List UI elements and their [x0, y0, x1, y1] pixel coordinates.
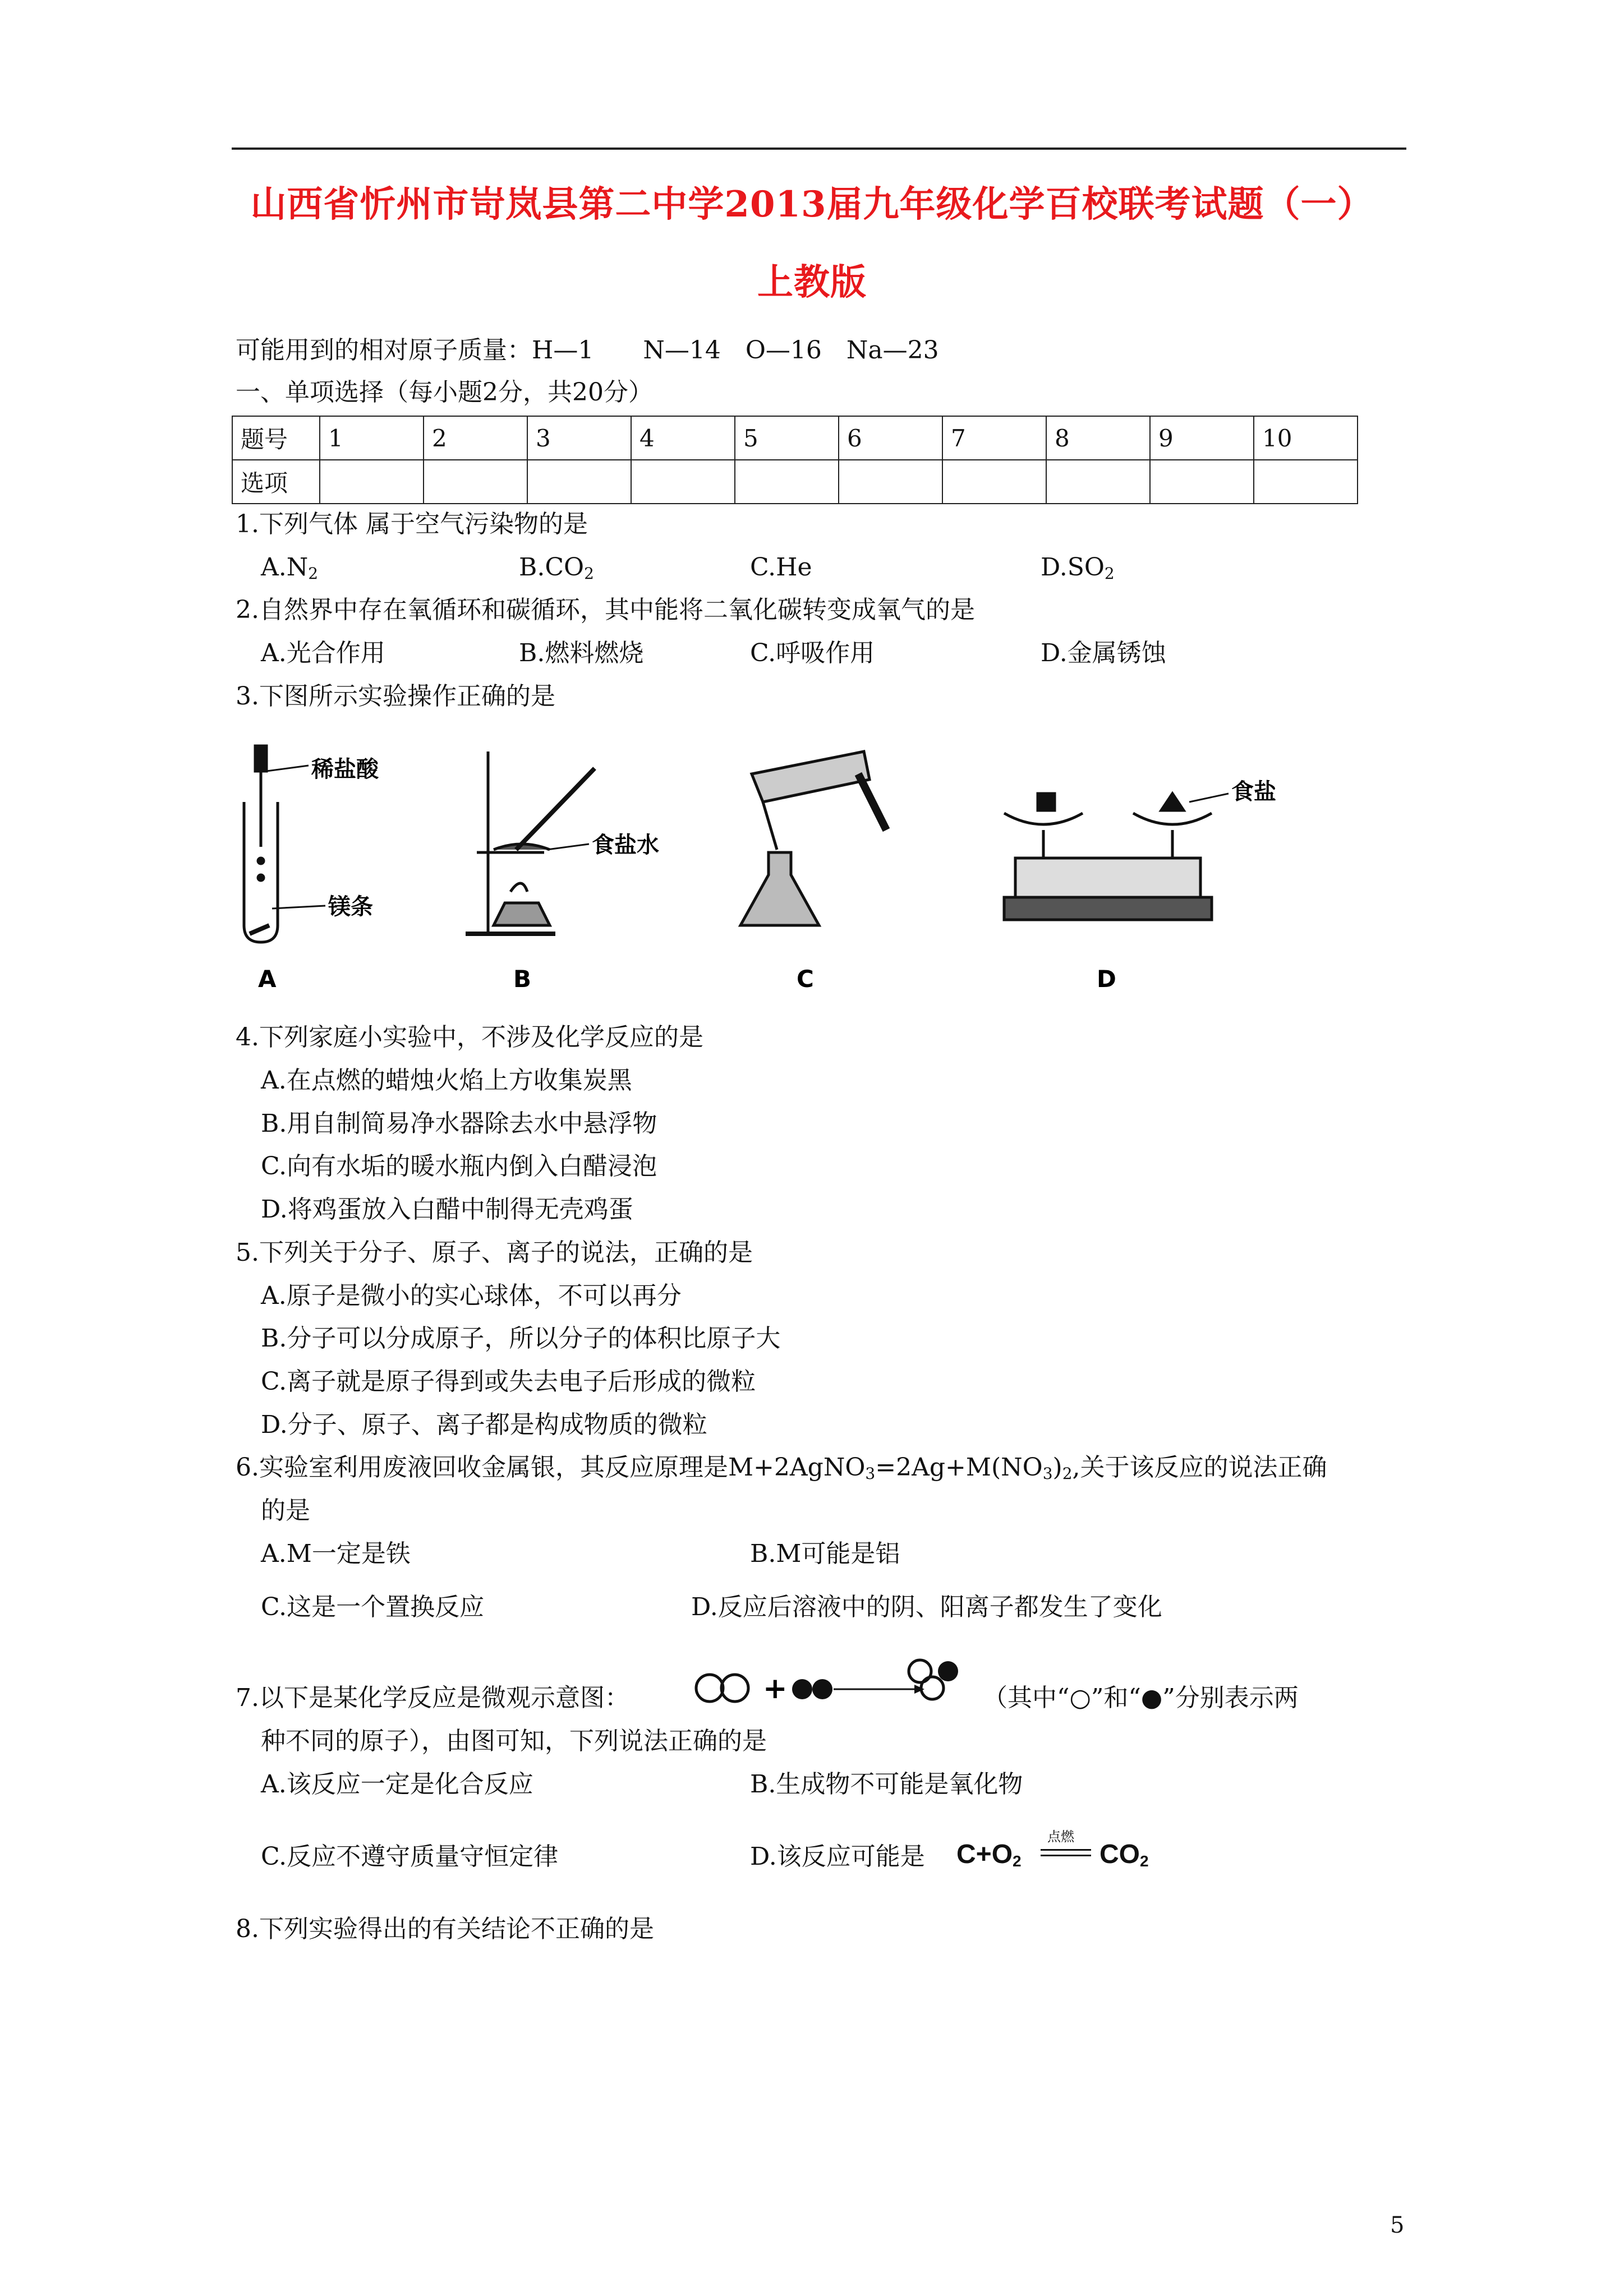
- question-1-option-a: $A.N_2$: [261, 553, 319, 583]
- answer-table-blank-cell[interactable]: [631, 460, 735, 504]
- question-1-option-b: $B.CO_2$: [519, 553, 594, 583]
- question-2-stem: 2.自然界中存在氧循环和碳循环，其中能将二氧化碳转变成氧气的是: [236, 596, 975, 624]
- question-7-stem-start: 7.以下是某化学反应是微观示意图：: [236, 1684, 629, 1712]
- question-4-option-c: C.向有水垢的暖水瓶内倒入白醋浸泡: [261, 1152, 657, 1181]
- figure-a-label-mg: 镁条: [328, 894, 373, 920]
- question-6-stem: 6.实验室利用废液回收金属银，其反应原理是$M+2AgNO_3=2Ag+M(NO_3)_2$,关于该反应的说法正确: [236, 1453, 1327, 1483]
- page-title: 山西省忻州市岢岚县第二中学2013届九年级化学百校联考试题（一）: [250, 183, 1374, 225]
- question-4-option-d: D.将鸡蛋放入白醋中制得无壳鸡蛋: [261, 1195, 633, 1224]
- question-7-stem-cont: 种不同的原子），由图可知，下列说法正确的是: [261, 1727, 767, 1755]
- atomic-masses: 可能用到的相对原子质量：H—1 N—14 O—16 Na—23: [236, 336, 939, 365]
- top-rule: [232, 147, 1406, 150]
- answer-table-number-cell: 9: [1150, 416, 1254, 460]
- equation-product: $CO_2$: [1099, 1839, 1149, 1870]
- answer-table-blank-cell[interactable]: [1254, 460, 1358, 504]
- figure-b-letter: B: [513, 965, 532, 993]
- equation-bar: [1041, 1849, 1091, 1851]
- question-5-option-b: B.分子可以分成原子，所以分子的体积比原子大: [261, 1324, 781, 1353]
- question-6-option-b: B.M可能是铝: [750, 1539, 900, 1568]
- question-5-stem: 5.下列关于分子、原子、离子的说法，正确的是: [236, 1238, 753, 1267]
- answer-table-number-cell: 2: [424, 416, 527, 460]
- answer-table-blank-cell[interactable]: [839, 460, 942, 504]
- figure-c-letter: C: [797, 965, 814, 993]
- question-7-option-d: D.该反应可能是: [750, 1842, 925, 1871]
- answer-table-number-cell: 8: [1046, 416, 1150, 460]
- question-8-stem: 8.下列实验得出的有关结论不正确的是: [236, 1915, 654, 1943]
- answer-table-blank-cell[interactable]: [424, 460, 527, 504]
- answer-table-choice-row: [232, 460, 1358, 504]
- question-6-option-a: A.M一定是铁: [261, 1539, 411, 1568]
- answer-table-number-cell: 7: [942, 416, 1046, 460]
- answer-table-header-choice: 选项: [232, 460, 320, 504]
- question-2-option-c: C.呼吸作用: [750, 639, 875, 667]
- white-atom-icon: [721, 1675, 748, 1702]
- black-atom-icon: [812, 1679, 832, 1699]
- question-4-stem: 4.下列家庭小实验中，不涉及化学反应的是: [236, 1023, 703, 1052]
- answer-table-blank-cell[interactable]: [942, 460, 1046, 504]
- black-atom-icon: [792, 1679, 812, 1699]
- section-heading: 一、单项选择（每小题2分，共20分）: [236, 378, 653, 407]
- question-7-option-b: B.生成物不可能是氧化物: [750, 1770, 1023, 1799]
- question-4-option-b: B.用自制简易净水器除去水中悬浮物: [261, 1109, 657, 1138]
- question-4-option-a: A.在点燃的蜡烛火焰上方收集炭黑: [261, 1066, 632, 1095]
- answer-table-blank-cell[interactable]: [1046, 460, 1150, 504]
- equation-condition: 点燃: [1047, 1829, 1074, 1845]
- plus-sign: +: [763, 1672, 788, 1705]
- answer-table: [232, 416, 1358, 504]
- answer-table-blank-cell[interactable]: [735, 460, 839, 504]
- figure-d-balance: [1004, 794, 1229, 920]
- white-atom-icon: [696, 1675, 723, 1702]
- figure-b-evaporation-setup: [466, 751, 595, 934]
- question-7-option-a: A.该反应一定是化合反应: [261, 1770, 533, 1799]
- answer-table-header-number: 题号: [232, 416, 320, 460]
- question-7-equation: [956, 1825, 1192, 1876]
- question-2-option-b: B.燃料燃烧: [519, 639, 644, 667]
- answer-table-number-cell: 3: [527, 416, 631, 460]
- page-subtitle: 上教版: [757, 261, 867, 303]
- answer-table-blank-cell[interactable]: [527, 460, 631, 504]
- figure-b-label-brine: 食盐水: [592, 832, 659, 858]
- answer-table-blank-cell[interactable]: [1150, 460, 1254, 504]
- question-6-option-d: D.反应后溶液中的阴、阳离子都发生了变化: [691, 1593, 1162, 1621]
- question-3-figure: [236, 740, 1301, 998]
- question-1-option-c: C.He: [750, 553, 812, 582]
- answer-table-number-cell: 1: [320, 416, 424, 460]
- question-5-option-a: A.原子是微小的实心球体，不可以再分: [261, 1281, 682, 1310]
- question-5-option-d: D.分子、原子、离子都是构成物质的微粒: [261, 1410, 707, 1439]
- answer-table-number-cell: 5: [735, 416, 839, 460]
- question-1-stem: 1.下列气体 属于空气污染物的是: [236, 510, 588, 538]
- answer-table-number-cell: 4: [631, 416, 735, 460]
- answer-table-blank-cell[interactable]: [320, 460, 424, 504]
- equation-bar: [1041, 1855, 1091, 1856]
- question-5-option-c: C.离子就是原子得到或失去电子后形成的微粒: [261, 1367, 756, 1396]
- question-7-option-c: C.反应不遵守质量守恒定律: [261, 1842, 559, 1871]
- question-2-option-d: D.金属锈蚀: [1041, 639, 1166, 667]
- question-1-option-d: $D.SO_2$: [1041, 553, 1115, 583]
- figure-d-label-salt: 食盐: [1231, 779, 1276, 805]
- page-number: 5: [1390, 2212, 1405, 2238]
- answer-table-number-cell: 10: [1254, 416, 1358, 460]
- answer-table-number-cell: 6: [839, 416, 942, 460]
- question-6-option-c: C.这是一个置换反应: [261, 1593, 485, 1621]
- black-atom-icon: [938, 1661, 958, 1681]
- equation-reactants: $C+O_2$: [956, 1839, 1022, 1870]
- question-7-micro-diagram: [690, 1649, 982, 1716]
- figure-d-letter: D: [1097, 965, 1116, 993]
- answer-table-number-row: [232, 416, 1358, 460]
- figure-c-pouring-setup: [740, 751, 886, 925]
- figure-a-label-acid: 稀盐酸: [311, 757, 379, 782]
- white-atom-icon: [909, 1660, 931, 1682]
- figure-a-letter: A: [258, 965, 277, 993]
- question-2-option-a: A.光合作用: [261, 639, 385, 667]
- question-3-stem: 3.下图所示实验操作正确的是: [236, 682, 555, 711]
- question-7-stem-end: （其中“○”和“●”分别表示两: [983, 1684, 1299, 1712]
- question-6-stem-cont: 的是: [261, 1496, 310, 1525]
